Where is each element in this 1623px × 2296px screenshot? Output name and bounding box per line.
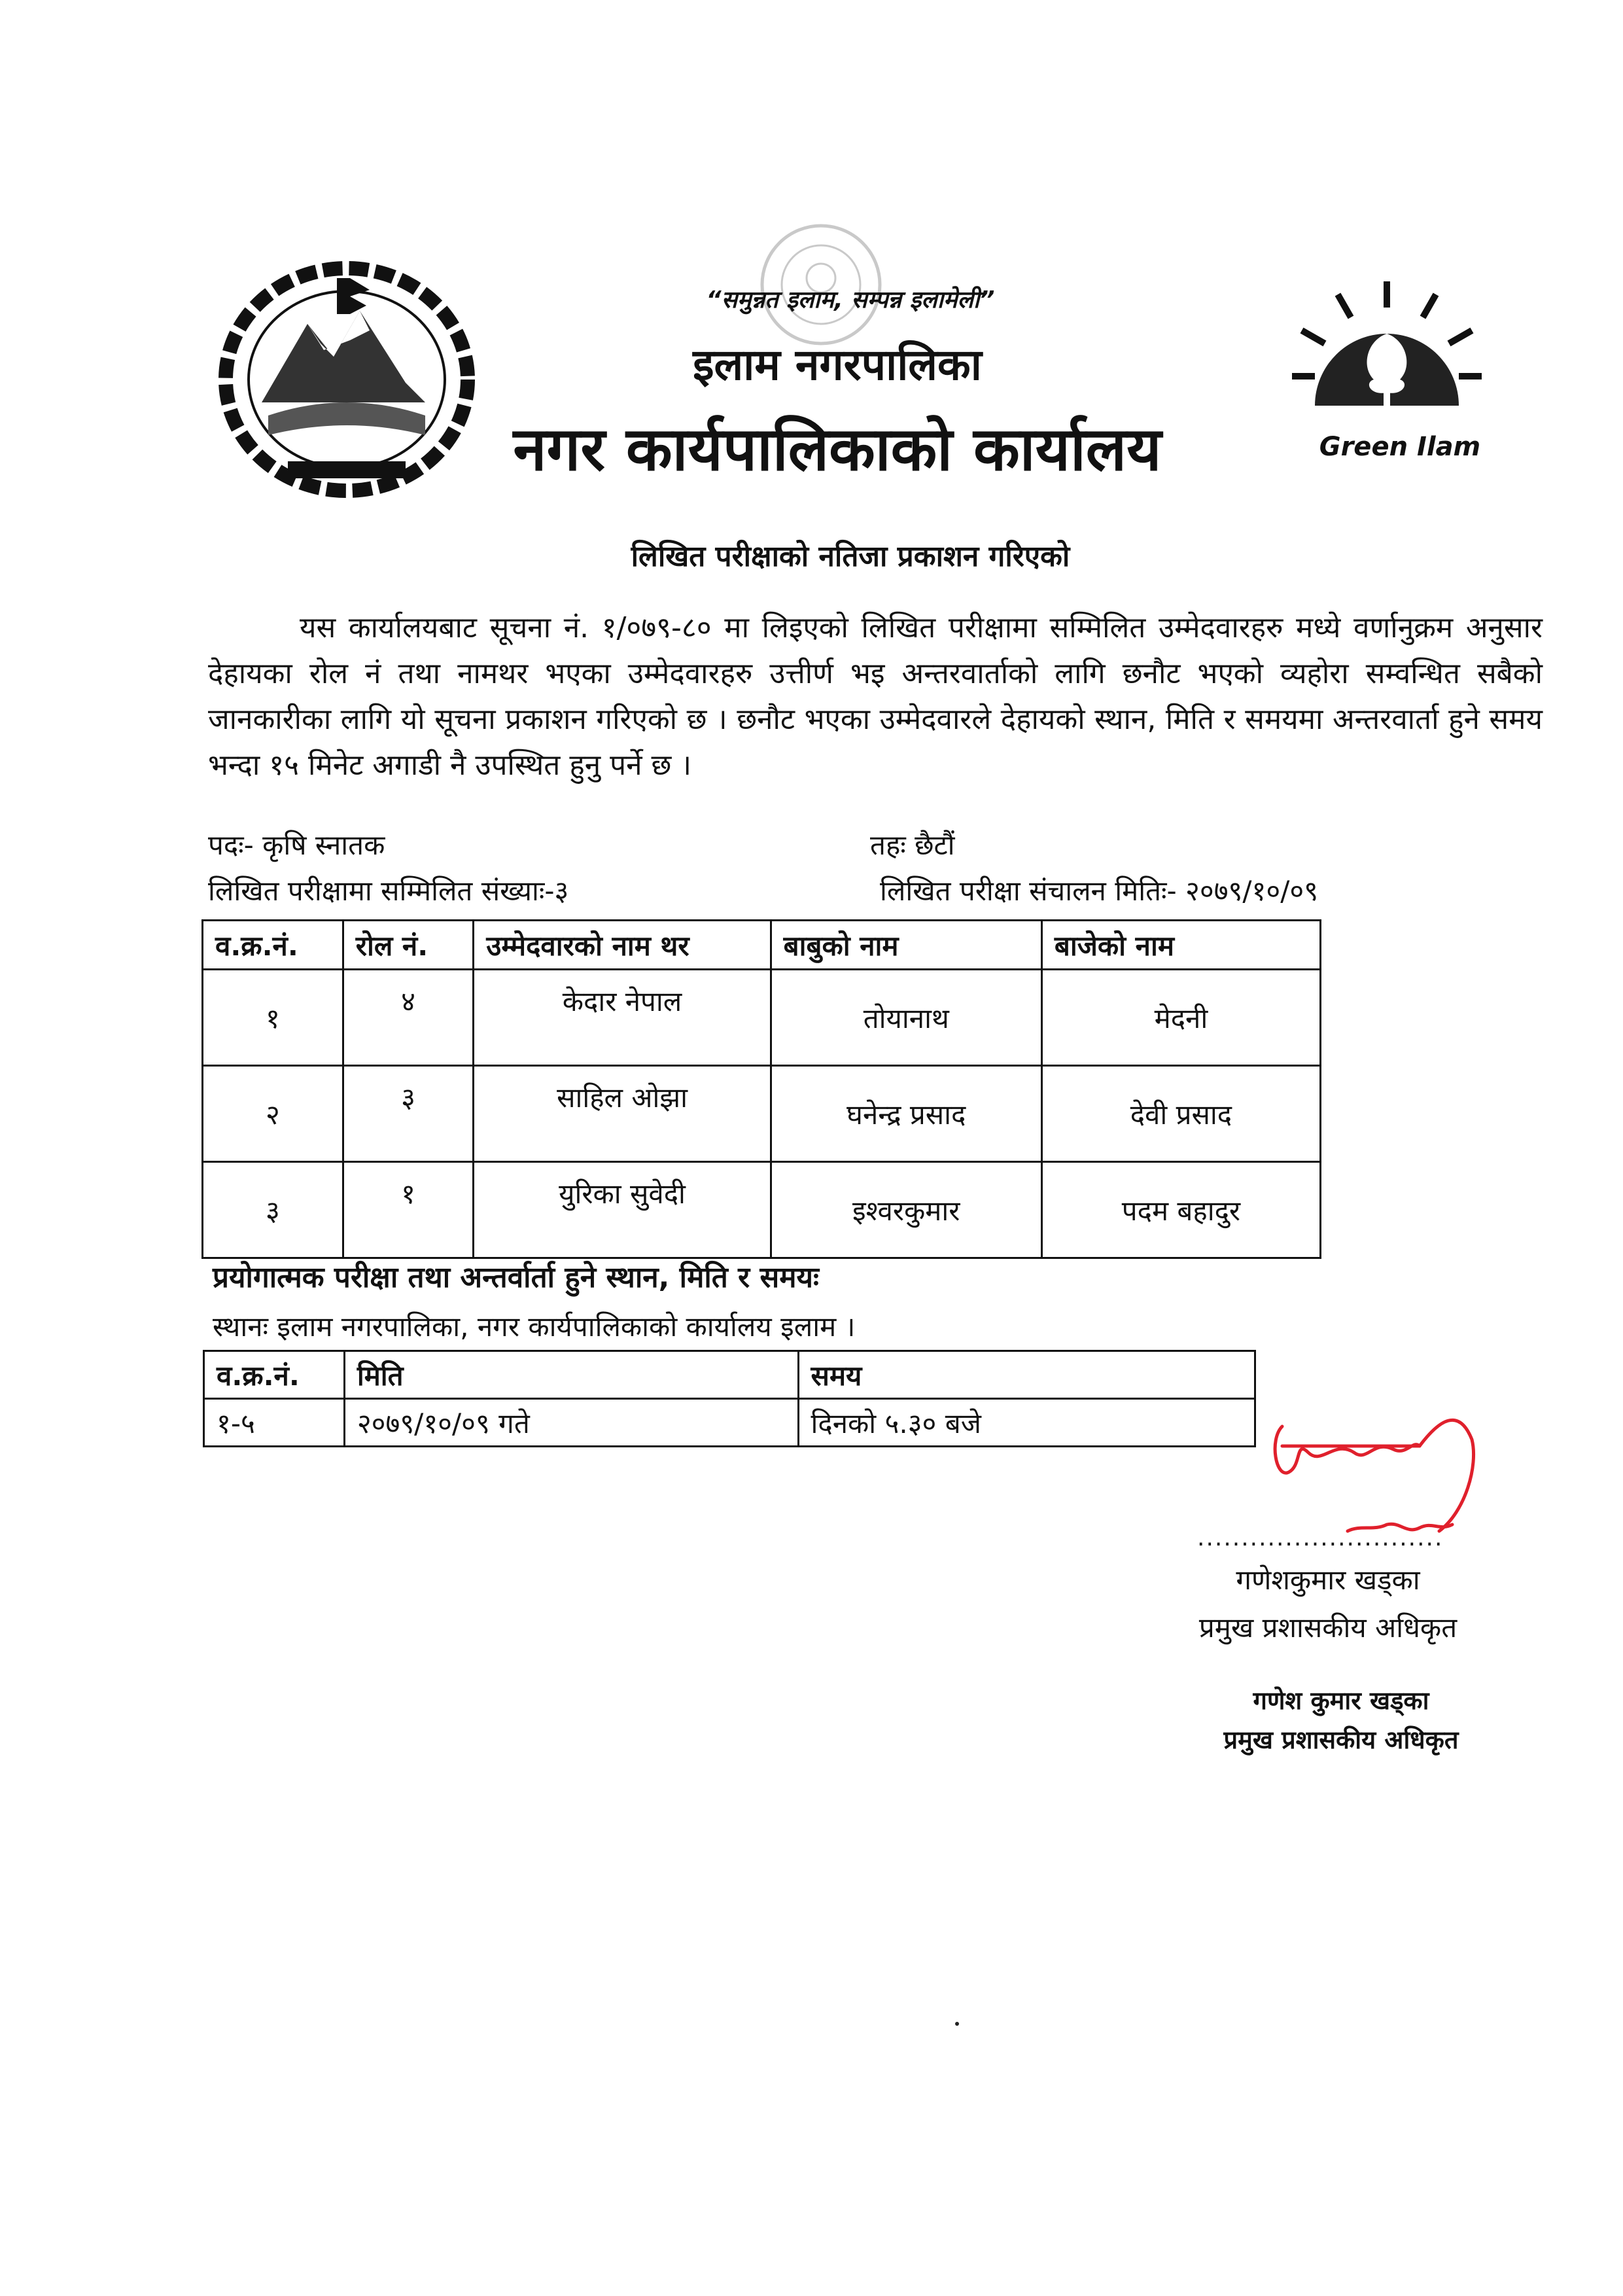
table-row — [203, 1162, 1321, 1258]
practical-heading: प्रयोगात्मक परीक्षा तथा अन्तर्वार्ता हुने स्थान, मिति र समयः — [213, 1261, 819, 1294]
time-cell: दिनको ५.३० बजे — [798, 1399, 1255, 1447]
date-cell: २०७९/१०/०९ गते — [344, 1399, 798, 1447]
scan-speck — [955, 2022, 959, 2026]
title-stamp: प्रमुख प्रशासकीय अधिकृत — [1223, 1725, 1459, 1754]
column-header: व.क्र.नं. — [204, 1351, 345, 1399]
column-header: उम्मेदवारको नाम थर — [474, 921, 771, 970]
candidate-name-cell: युरिका सुवेदी — [474, 1162, 771, 1258]
municipality-name: इलाम नगरपालिका — [693, 340, 982, 390]
column-header: बाबुको नाम — [771, 921, 1041, 970]
father-name-cell: घनेन्द्र प्रसाद — [771, 1066, 1041, 1162]
motto: “समुन्नत इलाम, सम्पन्न इलामेली” — [706, 287, 995, 313]
father-name-cell: इश्वरकुमार — [771, 1162, 1041, 1258]
name-stamp: गणेश कुमार खड्का — [1253, 1686, 1429, 1715]
column-header: व.क्र.नं. — [203, 921, 343, 970]
candidate-name-cell: साहिल ओझा — [474, 1066, 771, 1162]
table-row — [203, 1066, 1321, 1162]
notice-title: लिखित परीक्षाको नतिजा प्रकाशन गरिएको — [631, 540, 1070, 573]
green-ilam-label: Green Ilam — [1319, 432, 1481, 462]
results-table — [201, 919, 1321, 1259]
column-header: बाजेको नाम — [1041, 921, 1320, 970]
venue-line: स्थानः इलाम नगरपालिका, नगर कार्यपालिकाको कार्यालय इलाम । — [213, 1311, 856, 1343]
signer-name: गणेशकुमार खड्का — [1236, 1564, 1420, 1596]
serial-cell: २ — [203, 1066, 343, 1162]
participant-count: लिखित परीक्षामा सम्मिलित संख्याः-३ — [208, 875, 569, 907]
serial-cell: १ — [203, 970, 343, 1066]
roll-cell: ४ — [343, 970, 474, 1066]
column-header: समय — [798, 1351, 1255, 1399]
serial-range-cell: १-५ — [204, 1399, 345, 1447]
grandfather-name-cell: पदम बहादुर — [1041, 1162, 1320, 1258]
table-row — [204, 1399, 1255, 1447]
father-name-cell: तोयानाथ — [771, 970, 1041, 1066]
exam-date: लिखित परीक्षा संचालन मितिः- २०७९/१०/०९ — [880, 875, 1319, 907]
column-header: रोल नं. — [343, 921, 474, 970]
notice-body: यस कार्यालयबाट सूचना नं. १/०७९-८० मा लिइएको लिखित परीक्षामा सम्मिलित उम्मेदवारहरु मध्ये वर्णानुक्रम अनुसार देहायका रोल नं तथा नामथर भएका उम्मेदवारहरु उत्तीर्ण भइ अन्तरवार्ताको लागि छनौट भएको व्यहोरा सम्वन्धित सबैको जानकारीका लागि यो सूचना प्रकाशन गरिएको छ । छनौट भएका उम्मेदवारले देहायको स्थान, मिति र समयमा अन्तरवार्ता हुने समय भन्दा १५ मिनेट अगाडी नै उपस्थित हुनु पर्ने छ । — [208, 611, 1543, 782]
grandfather-name-cell: मेदनी — [1041, 970, 1320, 1066]
level-label: तहः छैटौं — [870, 829, 955, 861]
serial-cell: ३ — [203, 1162, 343, 1258]
grandfather-name-cell: देवी प्रसाद — [1041, 1066, 1320, 1162]
table-header-row — [204, 1351, 1255, 1399]
column-header: मिति — [344, 1351, 798, 1399]
roll-cell: १ — [343, 1162, 474, 1258]
candidate-name-cell: केदार नेपाल — [474, 970, 771, 1066]
signer-title: प्रमुख प्रशासकीय अधिकृत — [1198, 1612, 1457, 1644]
roll-cell: ३ — [343, 1066, 474, 1162]
office-name: नगर कार्यपालिकाको कार्यालय — [513, 414, 1162, 484]
schedule-table — [203, 1350, 1256, 1447]
table-row — [203, 970, 1321, 1066]
table-header-row — [203, 921, 1321, 970]
signature-line: ............................ — [1197, 1525, 1444, 1551]
post-label: पदः- कृषि स्नातक — [208, 829, 385, 861]
